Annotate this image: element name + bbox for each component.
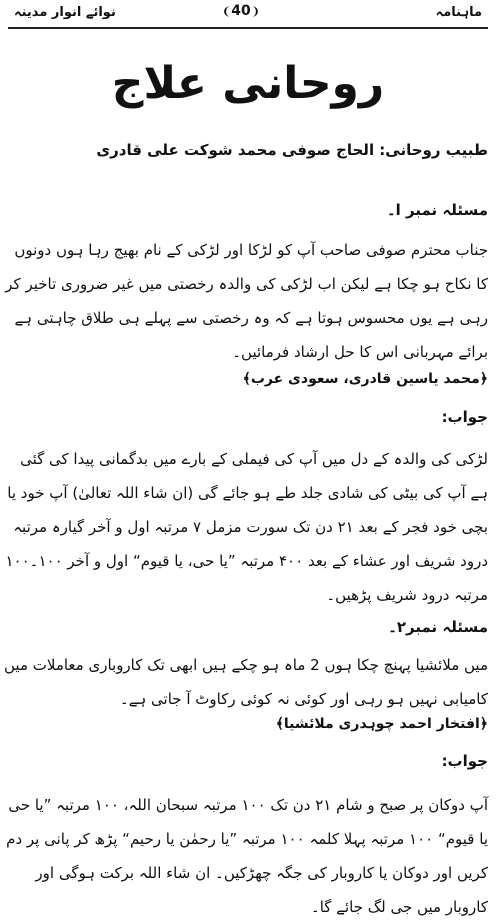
answer-2-heading: جواب:: [441, 752, 488, 770]
page-number-value: 40: [231, 3, 251, 19]
ornament-left-icon: ❨: [222, 5, 232, 18]
question-2-signature: ﴿افتخار احمد چوہدری ملائشیا﴾: [275, 716, 488, 732]
answer-1-heading: جواب:: [441, 408, 488, 426]
question-2-heading: مسئلہ نمبر۲۔: [388, 618, 488, 636]
header-divider: [8, 27, 488, 29]
publication-name: نوائے انوار مدینہ: [14, 5, 116, 20]
article-author: طبیب روحانی: الحاج صوفی محمد شوکت علی قادری: [96, 141, 488, 159]
magazine-label: ماہنامہ: [435, 5, 482, 20]
question-1-heading: مسئلہ نمبر ا۔: [386, 201, 488, 219]
ornament-right-icon: ❩: [250, 5, 260, 18]
answer-1-text: لڑکی کی والدہ کے دل میں آپ کی فیملی کے بارے میں بدگمانی پیدا کی گئی ہے آپ کی بیٹی کی شادی جلد طے ہو جائے گی (ان شاء اللہ تعالیٰ) آپ خود یا بچی خود فجر کے بعد ۲۱ دن تک سورت مزمل ۷ مرتبہ اول و آخر گیارہ مرتبہ درود شریف اور عشاء کے بعد ۴۰۰ مرتبہ ”یا حی، یا قیوم“ اول و آخر ۱۰۰۔۱۰۰ مرتبہ درود شریف پڑھیں۔: [5, 450, 488, 604]
page-number: [222, 3, 260, 19]
question-1-signature: ﴿محمد یاسین قادری، سعودی عرب﴾: [242, 371, 488, 387]
answer-2-text: آپ دوکان پر صبح و شام ۲۱ دن تک ۱۰۰ مرتبہ سبحان اللہ، ۱۰۰ مرتبہ ”یا حی یا قیوم“ ۱۰۰ مرتبہ پہلا کلمہ ۱۰۰ مرتبہ ”یا رحمٰن یا رحیم“ پڑھ کر پانی پر دم کریں اور دوکان یا کاروبار کی جگہ چھڑکیں۔ ان شاء اللہ برکت ہوگی اور کاروبار میں جی لگ جائے گا۔: [6, 796, 488, 916]
question-1-text: جناب محترم صوفی صاحب آپ کو لڑکا اور لڑکی کے نام بھیج رہا ہوں دونوں کا نکاح ہو چکا ہے لیکن اب لڑکی کی والدہ رخصتی میں غیر ضروری تاخیر کر رہی ہے یوں محسوس ہوتا ہے کہ وہ رخصتی سے پہلے ہی طلاق چاہتی ہے برائے مہربانی اس کا حل ارشاد فرمائیں۔: [5, 241, 488, 361]
article-title: روحانی علاج: [111, 58, 385, 109]
question-2-text: میں ملائشیا پہنچ چکا ہوں 2 ماہ ہو چکے ہیں ابھی تک کاروباری معاملات میں کامیابی نہیں ہو رہی اور کوئی نہ کوئی رکاوٹ آ جاتی ہے۔: [4, 656, 488, 708]
page-header: [0, 2, 496, 28]
